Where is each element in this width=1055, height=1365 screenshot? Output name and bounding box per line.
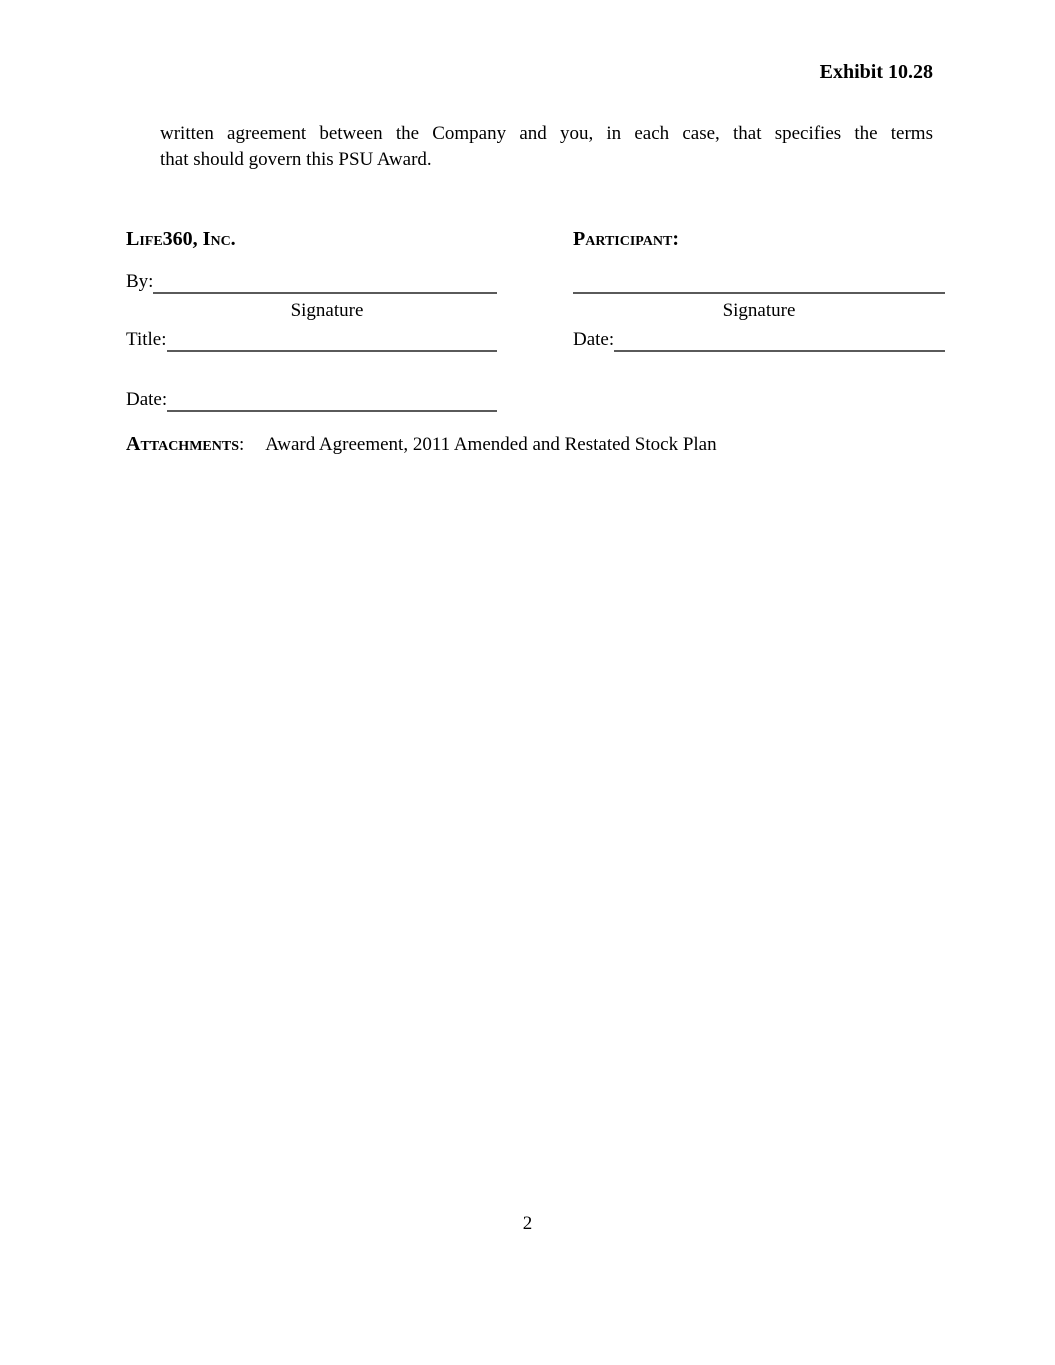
paragraph-line-2: that should govern this PSU Award. (160, 149, 432, 170)
body-paragraph (160, 121, 933, 173)
attachments-label: Attachments (126, 433, 239, 455)
participant-date-row (573, 325, 945, 352)
participant-signature-line[interactable] (573, 267, 945, 294)
participant-signature-caption: Signature (722, 300, 796, 321)
attachments-colon: : (238, 434, 245, 455)
company-title-row (126, 325, 497, 352)
company-date-line[interactable] (167, 385, 497, 412)
participant-date-line[interactable] (614, 325, 945, 352)
company-by-row (126, 267, 497, 294)
attachments-row (126, 431, 717, 458)
page-number: 2 (522, 1213, 533, 1234)
exhibit-label: Exhibit 10.28 (819, 61, 933, 83)
attachments-value: Award Agreement, 2011 Amended and Restated Stock Plan (265, 434, 717, 455)
company-title-line[interactable] (167, 325, 498, 352)
company-date-row (126, 385, 497, 412)
company-date-label: Date: (126, 389, 168, 410)
company-by-label: By: (126, 271, 154, 292)
company-heading: Life360, Inc. (126, 228, 236, 250)
paragraph-line-1: written agreement between the Company and you, in each case, that specifies the terms (160, 123, 933, 144)
company-title-label: Title: (126, 329, 167, 350)
participant-heading: Participant: (573, 228, 680, 250)
company-signature-line[interactable] (153, 267, 497, 294)
company-signature-caption: Signature (290, 300, 364, 321)
participant-date-label: Date: (573, 329, 615, 350)
